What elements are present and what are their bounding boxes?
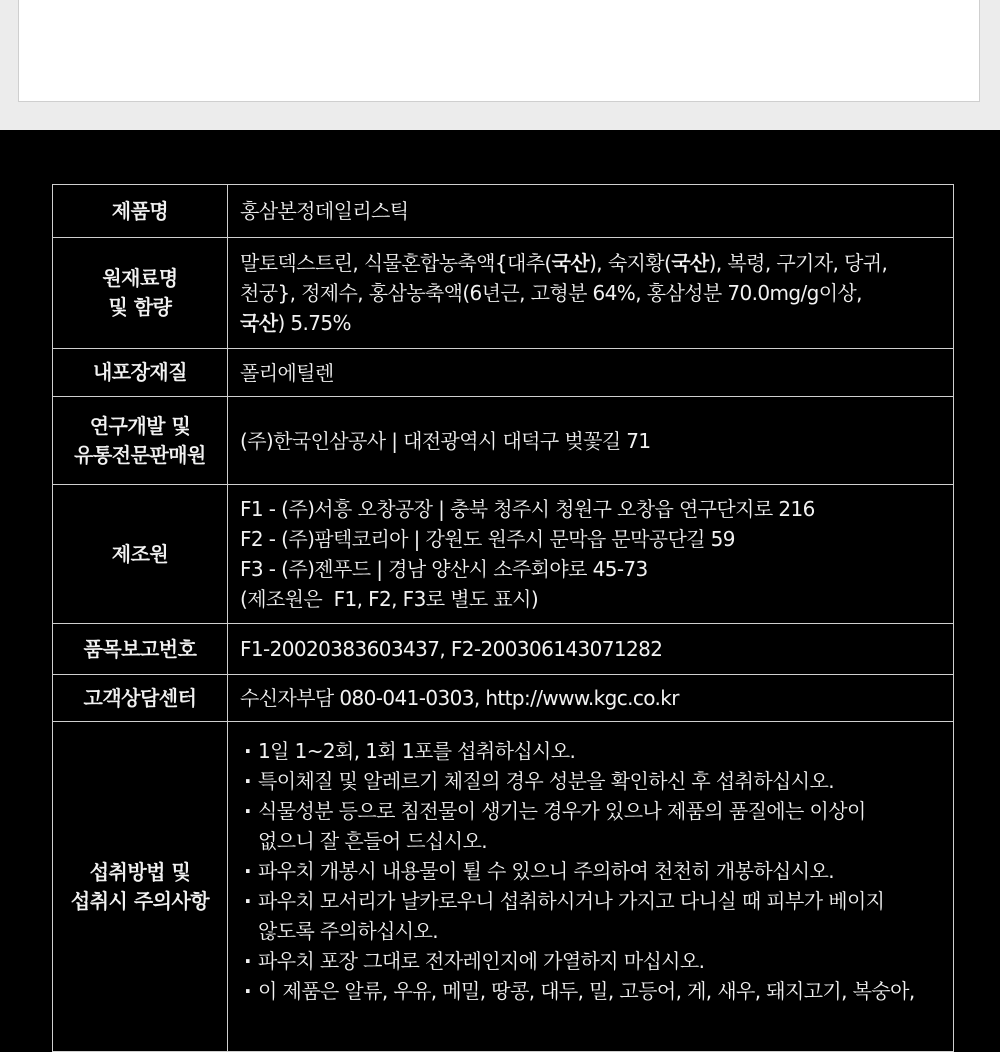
value-intake <box>228 722 954 1052</box>
label-packaging: 내포장재질 <box>53 349 228 397</box>
row-customer-center <box>53 675 954 722</box>
intake-note: · 파우치 포장 그대로 전자레인지에 가열하지 마십시오. <box>240 946 941 976</box>
value-report-number: F1-20020383603437, F2-200306143071282 <box>228 624 954 675</box>
value-product-name: 홍삼본정데일리스틱 <box>228 185 954 238</box>
label-intake: 섭취방법 및 섭취시 주의사항 <box>53 722 228 1052</box>
intake-note: · 1일 1~2회, 1회 1포를 섭취하십시오. <box>240 736 941 766</box>
row-manufacturer <box>53 485 954 624</box>
label-report-number: 품목보고번호 <box>53 624 228 675</box>
value-customer-center: 수신자부담 080-041-0303, http://www.kgc.co.kr <box>228 675 954 722</box>
product-info-table <box>52 184 954 1052</box>
product-info-panel <box>0 130 1000 1003</box>
row-developer <box>53 397 954 485</box>
label-developer: 연구개발 및 유통전문판매원 <box>53 397 228 485</box>
intake-note: · 파우치 개봉시 내용물이 튈 수 있으니 주의하여 천천히 개봉하십시오. <box>240 856 941 886</box>
value-packaging: 폴리에틸렌 <box>228 349 954 397</box>
ingredients-line-3: 국산) 5.75% <box>240 311 351 335</box>
label-ingredients: 원재료명 및 함량 <box>53 238 228 349</box>
row-ingredients <box>53 238 954 349</box>
intake-notes-list <box>240 736 941 1006</box>
manufacturer-line: F2 - (주)팜텍코리아 | 강원도 원주시 문막읍 문막공단길 59 <box>240 527 735 551</box>
intake-note: · 파우치 모서리가 날카로우니 섭취하시거나 가지고 다니실 때 피부가 베이지 않도록 주의하십시오. <box>240 886 941 946</box>
label-manufacturer: 제조원 <box>53 485 228 624</box>
row-packaging <box>53 349 954 397</box>
intake-note: · 식물성분 등으로 침전물이 생기는 경우가 있으나 제품의 품질에는 이상이 없으니 잘 흔들어 드십시오. <box>240 796 941 856</box>
intake-note: · 이 제품은 알류, 우유, 메밀, 땅콩, 대두, 밀, 고등어, 게, 새우, 돼지고기, 복숭아, <box>240 976 941 1006</box>
ingredients-line-1: 말토덱스트린, 식물혼합농축액{대추(국산), 숙지황(국산), 복령, 구기자, 당귀, <box>240 251 888 275</box>
top-area <box>0 0 1000 130</box>
manufacturer-line: F3 - (주)젠푸드 | 경남 양산시 소주회야로 45-73 <box>240 557 648 581</box>
top-empty-box <box>18 0 980 102</box>
manufacturer-line: F1 - (주)서흥 오창공장 | 충북 청주시 청원구 오창읍 연구단지로 216 <box>240 497 815 521</box>
intake-note: · 특이체질 및 알레르기 체질의 경우 성분을 확인하신 후 섭취하십시오. <box>240 766 941 796</box>
ingredients-line-2: 천궁}, 정제수, 홍삼농축액(6년근, 고형분 64%, 홍삼성분 70.0mg/g이상, <box>240 281 862 305</box>
row-product-name <box>53 185 954 238</box>
value-ingredients <box>228 238 954 349</box>
value-developer: (주)한국인삼공사 | 대전광역시 대덕구 벚꽃길 71 <box>228 397 954 485</box>
row-intake <box>53 722 954 1052</box>
value-manufacturer <box>228 485 954 624</box>
label-customer-center: 고객상담센터 <box>53 675 228 722</box>
row-report-number <box>53 624 954 675</box>
label-product-name: 제품명 <box>53 185 228 238</box>
manufacturer-line: (제조원은 F1, F2, F3로 별도 표시) <box>240 587 539 611</box>
